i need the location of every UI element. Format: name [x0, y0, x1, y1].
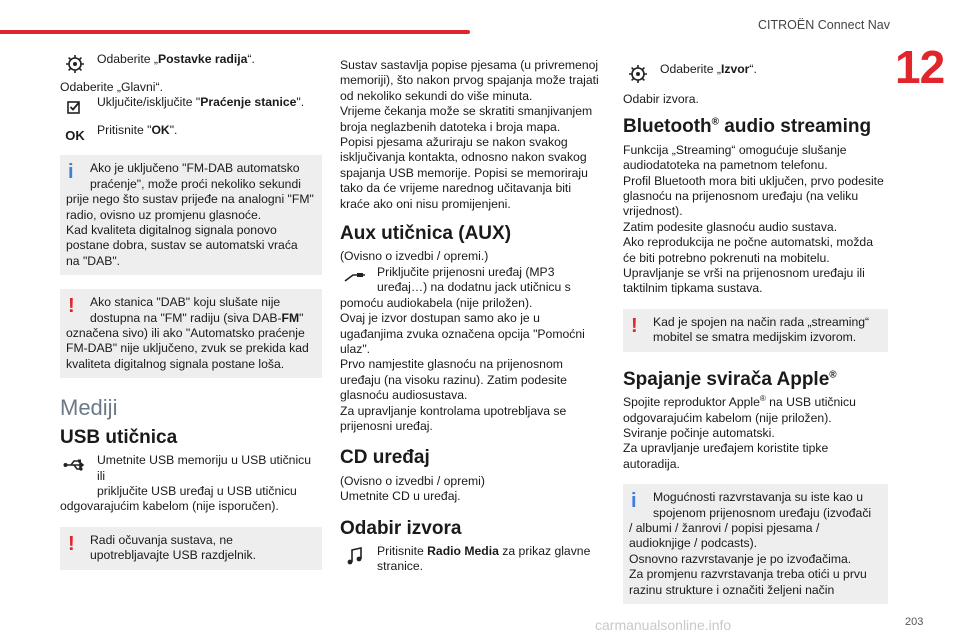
playlist-p2: Vrijeme čekanja može se skratiti smanjivanjem broja neglazbenih datoteka i broja mapa. — [340, 104, 593, 134]
settings-icon — [62, 53, 88, 75]
source-instruction: Pritisnite Radio Media za prikaz glavne stranice. — [340, 544, 604, 575]
watermark: carmanualsonline.info — [595, 617, 732, 633]
heading-aux: Aux utičnica (AUX) — [340, 223, 512, 245]
step-main-text: Odaberite „Glavni“. — [60, 80, 163, 94]
usb-icon — [62, 454, 88, 476]
aux-note: (Ovisno o izvedbi / opremi.) — [340, 249, 489, 264]
step-station-tracking: Uključite/isključite "Praćenje stanice". — [60, 95, 322, 113]
heading-cd: CD uređaj — [340, 447, 430, 469]
settings-icon — [625, 63, 651, 85]
heading-apple: Spajanje svirača Apple® — [623, 368, 837, 390]
heading-bluetooth: Bluetooth® audio streaming — [623, 116, 872, 138]
column-right: Odaberite „Izvor“. Odabir izvora. Bluetooth® audio streaming Funkcija „Streaming“ omogućuje slušanje audiodatoteka na pametnom telefonu. Profil Bluetooth mora biti uključen, prvo podesite glasnoću na prijenosnom uređaju (na veliku vrijednost). Zatim podesite glasnoću audio sustava. Ako reprodukcija ne počne automatski, možda će biti potrebno pokrenuti na mobitelu. Upravljanje se vrši na prijenosnom uređaju ili taktilnim tipkama sustava. ! Kad je spojen na način rada „streaming“ mobitel se smatra medijskim izvorom. Spajanje svirača Apple® Spojite reproduktor Apple® na USB utičnicu odgovarajućim kabelom (nije priložen). Sviranje počinje automatski. Za upravljanje uređajem koristite tipke autoradija. i Mogućnosti razvrstavanja su iste kao u spojenom prijenosnom uređaju (izvođači / albumi / žanrovi / popisi pjesama / audioknjige / podcasts). Osnovno razvrstavanje je po izvođačima. Za promjenu razvrstavanja treba otići u prvu razinu strukture i označiti željeni način — [623, 62, 888, 614]
usb-instruction-cont: odgovarajućim kabelom (nije isporučen). — [60, 499, 279, 514]
page-number: 203 — [905, 616, 924, 628]
column-middle: Sustav sastavlja popise pjesama (u privremenoj memoriji), što nakon prvog spajanja može trajati od nekoliko sekundi do više minuta. Vrijeme čekanja može se skratiti smanjivanjem broja neglazbenih datoteka i broja mapa. Popisi pjesama ažuriraju se nakon svakog isključivanja kontakta, odnosno nakon svakog spajanja USB memorije. Popisi se memoriraju tako da će vrijeme narednog učitavanja biti kraće ako oni nisu promijenjeni. Aux utičnica (AUX) (Ovisno o izvedbi / opremi.) Priključite prijenosni uređaj (MP3 uređaj…) na dodatnu jack utičnicu s pomoću audiokabela (nije priložen). Ovaj je izvor dostupan samo ako je u ugađanjima zvuka označena opcija "Pomoćni ulaz". Prvo namjestite glasnoću na prijenosnom uređaju (na visoku razinu). Zatim podesite glasnoću audiosustava. Za upravljanje kontrolama upotrebljava se prijenosni uređaj. CD uređaj (Ovisno o izvedbi / opremi) Umetnite CD u uređaj. Odabir izvora Pritisnite Radio Media za prikaz glavne stranice. — [340, 58, 604, 575]
info-box-sorting: i Mogućnosti razvrstavanja su iste kao u spojenom prijenosnom uređaju (izvođači / albumi / žanrovi / popisi pjesama / audioknjige / podcasts). Osnovno razvrstavanje je po izvođačima. Za promjenu razvrstavanja treba otići u prvu razinu strukture i označiti željeni način — [623, 484, 888, 604]
warning-icon: ! — [631, 314, 638, 337]
warning-box-dab: ! Ako stanica "DAB" koju slušate nije dostupna na "FM" radiju (siva DAB-FM" označena sivo) ili ako "Automatsko praćenje FM-DAB" nije uključeno, zvuk se prekida kad kvaliteta digitalnog signala postane loša. — [60, 289, 322, 378]
warning-icon: ! — [68, 532, 75, 555]
cd-note: (Ovisno o izvedbi / opremi) — [340, 473, 485, 488]
usb-instruction: Umetnite USB memoriju u USB utičnicu ili priključite USB uređaj u USB utičnicu — [60, 453, 322, 499]
header-accent-bar — [0, 30, 470, 34]
step-press-ok: OK Pritisnite "OK". — [60, 123, 322, 141]
apple-p1: Spojite reproduktor Apple® na USB utičnicu odgovarajućim kabelom (nije priložen). — [623, 394, 856, 425]
playlist-intro: Sustav sastavlja popise pjesama (u privremenoj memoriji), što nakon prvog spajanja može trajati od nekoliko sekundi do više minuta. — [340, 58, 599, 103]
chapter-number: 12 — [895, 41, 945, 93]
warning-box-streaming: ! Kad je spojen na način rada „streaming“ mobitel se smatra medijskim izvorom. — [623, 309, 888, 352]
heading-source: Odabir izvora — [340, 517, 462, 539]
step-source: Odaberite „Izvor“. — [623, 62, 888, 80]
music-note-icon — [342, 545, 368, 567]
step-settings-radio: Odaberite „Postavke radija“. — [60, 52, 322, 70]
page-header-title: CITROËN Connect Nav — [758, 18, 890, 32]
jack-cable-icon — [342, 266, 368, 288]
playlist-p3: Popisi pjesama ažuriraju se nakon svakog isključivanja kontakta, odnosno nakon svakog spajanja USB memorije. Popisi se memoriraju tako da će vrijeme narednog učitavanja biti kraće ako oni nisu promijenjeni. — [340, 135, 588, 211]
warning-box-usb: ! Radi očuvanja sustava, ne upotrebljavajte USB razdjelnik. — [60, 527, 322, 570]
section-title-media: Mediji — [60, 395, 118, 421]
column-left — [60, 52, 322, 580]
cd-text: Umetnite CD u uređaj. — [340, 489, 461, 504]
warning-icon: ! — [68, 295, 75, 318]
aux-instruction: Priključite prijenosni uređaj (MP3 uređaj…) na dodatnu jack utičnicu s — [340, 265, 604, 296]
ok-icon: OK — [65, 127, 85, 143]
checkbox-edit-icon — [62, 96, 88, 118]
info-icon: i — [631, 490, 637, 513]
heading-usb: USB utičnica — [60, 426, 178, 448]
info-box-fm-dab: i Ako je uključeno "FM-DAB automatsko praćenje", može proći nekoliko sekundi prije nego što sustav prijeđe na analogni "FM" radio, ovisno uz promjenu glasnoće. Kad kvaliteta digitalnog signala ponovo postane dobra, sustav se automatski vraća na "DAB". — [60, 155, 322, 275]
info-icon: i — [68, 161, 74, 184]
